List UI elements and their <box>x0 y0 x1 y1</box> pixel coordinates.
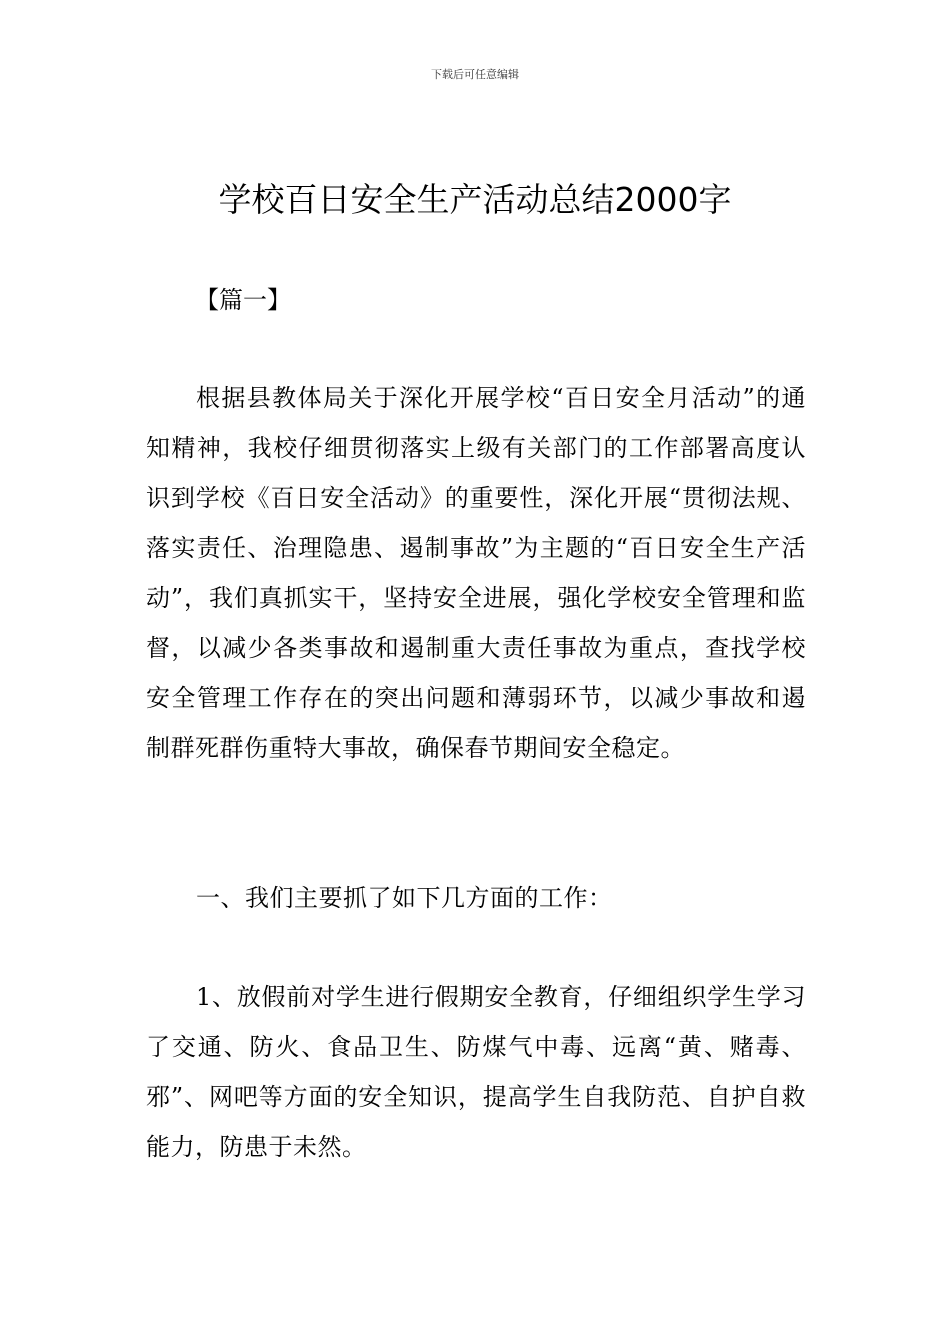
section-label: 【篇一】 <box>195 286 291 314</box>
paragraph-intro: 根据县教体局关于深化开展学校“百日安全月活动”的通知精神，我校仔细贯彻落实上级有关部门的工作部署高度认识到学校《百日安全活动》的重要性，深化开展“贯彻法规、落实责任、治理隐患、遏制事故”为主题的“百日安全生产活动”，我们真抓实干，坚持安全进展，强化学校安全管理和监督，以减少各类事故和遏制重大责任事故为重点，查找学校安全管理工作存在的突出问题和薄弱环节，以减少事故和遏制群死群伤重特大事故，确保春节期间安全稳定。 <box>146 384 806 762</box>
document-title: 学校百日安全生产活动总结2000字 <box>218 180 732 219</box>
paragraph-item-1: 1、放假前对学生进行假期安全教育，仔细组织学生学习了交通、防火、食品卫生、防煤气中毒、远离“黄、赌毒、邪”、网吧等方面的安全知识，提高学生自我防范、自护自救能力，防患于未然。 <box>146 983 806 1161</box>
paragraph-heading-1: 一、我们主要抓了如下几方面的工作： <box>196 884 613 912</box>
header-note: 下载后可任意编辑 <box>431 68 519 81</box>
